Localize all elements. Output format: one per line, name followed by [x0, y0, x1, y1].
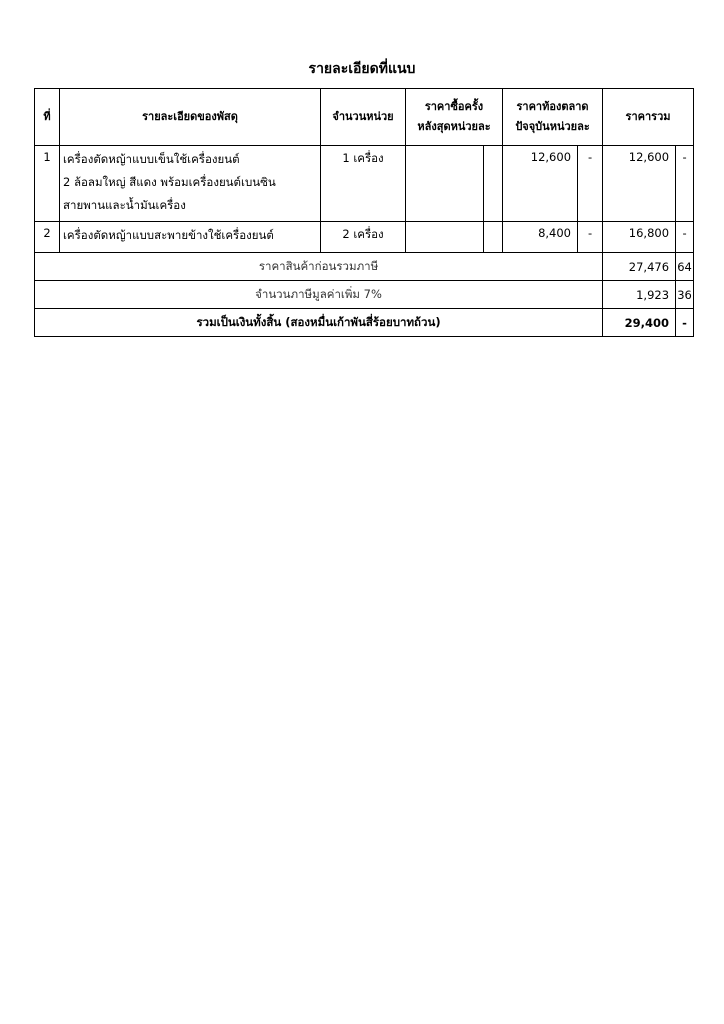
item-market-price: 12,600: [503, 146, 578, 222]
header-market-price-line2: ปัจจุบันหน่วยละ: [515, 120, 590, 133]
item-total-satang: -: [676, 146, 694, 222]
items-table: [34, 88, 694, 337]
vat-satang: 36: [676, 281, 694, 309]
item-total: 12,600: [603, 146, 676, 222]
item-last-price-satang: [484, 222, 503, 253]
header-detail: รายละเอียดของพัสดุ: [60, 89, 321, 146]
header-qty: จำนวนหน่วย: [321, 89, 406, 146]
grand-total-baht: 29,400: [603, 309, 676, 337]
subtotal-label: ราคาสินค้าก่อนรวมภาษี: [35, 253, 603, 281]
item-last-price: [406, 146, 484, 222]
item-total-satang: -: [676, 222, 694, 253]
table-row: [35, 146, 694, 222]
header-market-price: [503, 89, 603, 146]
item-detail: [60, 146, 321, 222]
item-qty: 1 เครื่อง: [321, 146, 406, 222]
item-last-price: [406, 222, 484, 253]
subtotal-row: [35, 253, 694, 281]
item-market-price: 8,400: [503, 222, 578, 253]
header-total: ราคารวม: [603, 89, 694, 146]
item-qty: 2 เครื่อง: [321, 222, 406, 253]
item-market-price-satang: -: [578, 146, 603, 222]
header-last-price-line2: หลังสุดหน่วยละ: [417, 120, 491, 133]
header-market-price-line1: ราคาท้องตลาด: [516, 100, 589, 113]
document-title: รายละเอียดที่แนบ: [308, 61, 416, 77]
item-detail-line: เครื่องตัดหญ้าแบบเข็นใช้เครื่องยนต์: [63, 152, 240, 166]
grand-total-satang: -: [676, 309, 694, 337]
table-header-row: [35, 89, 694, 146]
subtotal-satang: 64: [676, 253, 694, 281]
vat-row: [35, 281, 694, 309]
item-no: 1: [35, 146, 60, 222]
item-market-price-satang: -: [578, 222, 603, 253]
header-no: ที่: [35, 89, 60, 146]
item-detail-line: สายพานและน้ำมันเครื่อง: [63, 198, 186, 212]
grand-total-label: รวมเป็นเงินทั้งสิ้น (สองหมื่นเก้าพันสี่ร้อยบาทถ้วน): [35, 309, 603, 337]
item-detail: [60, 222, 321, 253]
vat-label: จำนวนภาษีมูลค่าเพิ่ม 7%: [35, 281, 603, 309]
item-detail-line: 2 ล้อลมใหญ่ สีแดง พร้อมเครื่องยนต์เบนซิน: [63, 175, 276, 189]
grand-total-row: [35, 309, 694, 337]
table-row: [35, 222, 694, 253]
header-last-price: [406, 89, 503, 146]
vat-baht: 1,923: [603, 281, 676, 309]
item-detail-line: เครื่องตัดหญ้าแบบสะพายข้างใช้เครื่องยนต์: [63, 228, 274, 242]
item-total: 16,800: [603, 222, 676, 253]
header-last-price-line1: ราคาซื้อครั้ง: [424, 100, 484, 113]
subtotal-baht: 27,476: [603, 253, 676, 281]
item-no: 2: [35, 222, 60, 253]
item-last-price-satang: [484, 146, 503, 222]
